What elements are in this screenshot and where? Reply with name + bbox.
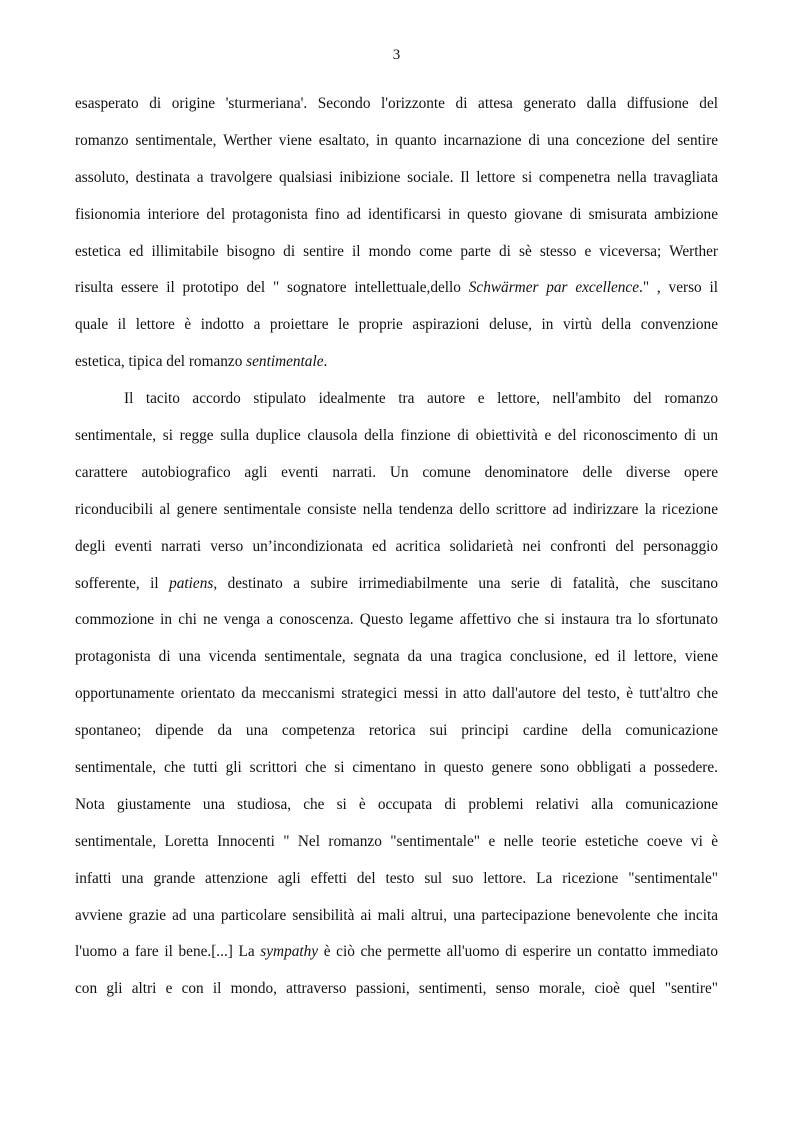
text-run: esasperato di origine 'sturmeriana'. Secondo l'orizzonte di attesa generato dalla diffusione del [75,95,718,112]
text-run: , destinato a subire irrimediabilmente una serie di fatalità, che suscitano [213,574,718,592]
text-run: sentimentale, che tutti gli scrittori che si cimentano in questo genere sono obbligati a possedere. [75,759,718,777]
text-line [75,602,718,639]
text-line [75,676,718,713]
text-run: quale il lettore è indotto a proiettare le proprie aspirazioni deluse, in virtù della convenzione [75,316,718,334]
text-line [75,123,718,160]
text-run: risulta essere il prototipo del " sognatore intellettuale,dello [75,279,469,297]
text-run: estetica, tipica del romanzo [75,353,247,371]
text-line [75,971,718,1008]
text-line [75,787,718,824]
text-run: spontaneo; dipende da una competenza retorica sui principi cardine della comunicazione [75,722,718,740]
text-line [75,381,718,418]
text-line [75,270,718,307]
text-line [75,861,718,898]
italic-text: Schwärmer par excellence [468,279,640,297]
italic-text: sympathy [260,943,319,961]
text-run: Nota giustamente una studiosa, che si è occupata di problemi relativi alla comunicazione [75,795,718,813]
text-run: sofferente, il [75,574,170,592]
text-run: sentimentale, si regge sulla duplice clausola della finzione di obiettività e del riconoscimento di un [75,427,718,445]
paragraph-1 [75,86,718,381]
text-run: è ciò che permette all'uomo di esperire un contatto immediato [318,943,718,961]
text-run: l'uomo a fare il bene.[...] La [75,943,261,961]
text-line [75,824,718,861]
text-run: fisionomia interiore del protagonista fino ad identificarsi in questo giovane di smisurata ambizione [75,205,718,223]
text-line [75,307,718,344]
text-run: sentimentale, Loretta Innocenti " Nel romanzo "sentimentale" e nelle teorie estetiche coeve vi è [75,832,718,850]
text-run: carattere autobiografico agli eventi narrati. Un comune denominatore delle diverse opere [75,463,718,481]
text-run: protagonista di una vicenda sentimentale, segnata da una tragica conclusione, ed il lettore, viene [75,648,718,666]
text-line [75,750,718,787]
text-line [75,344,718,381]
text-run: estetica ed illimitabile bisogno di sentire il mondo come parte di sè stesso e viceversa; Werther [75,242,718,260]
text-run: romanzo sentimentale, Werther viene esaltato, in quanto incarnazione di una concezione del sentire [75,131,718,149]
text-run: avviene grazie ad una particolare sensibilità ai mali altrui, una partecipazione benevolente che incita [75,906,718,924]
text-line [75,898,718,935]
text-run: con gli altri e con il mondo, attraverso passioni, sentimenti, senso morale, cioè quel "sentire" [75,980,718,998]
text-run: riconducibili al genere sentimentale consiste nella tendenza dello scrittore ad indirizzare la ricezione [75,500,718,518]
text-run: . [323,353,328,371]
text-line [75,492,718,529]
text-run: opportunamente orientato da meccanismi strategici messi in atto dall'autore del testo, è tutt'altro che [75,685,718,703]
text-line [75,455,718,492]
italic-text: patiens [169,574,214,592]
text-run: infatti una grande attenzione agli effetti del testo sul suo lettore. La ricezione "sentimentale" [75,869,718,887]
body-text [75,86,718,1008]
text-run: assoluto, destinata a travolgere qualsiasi inibizione sociale. Il lettore si compenetra nella travagliata [75,168,718,186]
text-line [75,160,718,197]
text-line [75,418,718,455]
text-run: commozione in chi ne venga a conoscenza. Questo legame affettivo che si instaura tra lo sfortunato [75,611,718,629]
italic-text: sentimentale [246,353,324,371]
text-line [75,234,718,271]
text-line [75,934,718,971]
text-run: ." , verso il [639,279,718,297]
text-line [75,197,718,234]
text-run: degli eventi narrati verso un’incondizionata ed acritica solidarietà nei confronti del personaggio [75,537,718,555]
text-line [75,713,718,750]
text-line [75,529,718,566]
paragraph-2 [75,381,718,1008]
text-line [75,86,718,123]
text-run: Il tacito accordo stipulato idealmente tra autore e lettore, nell'ambito del romanzo [124,390,718,408]
text-line [75,639,718,676]
page-number: 3 [392,47,401,63]
text-line [75,566,718,603]
